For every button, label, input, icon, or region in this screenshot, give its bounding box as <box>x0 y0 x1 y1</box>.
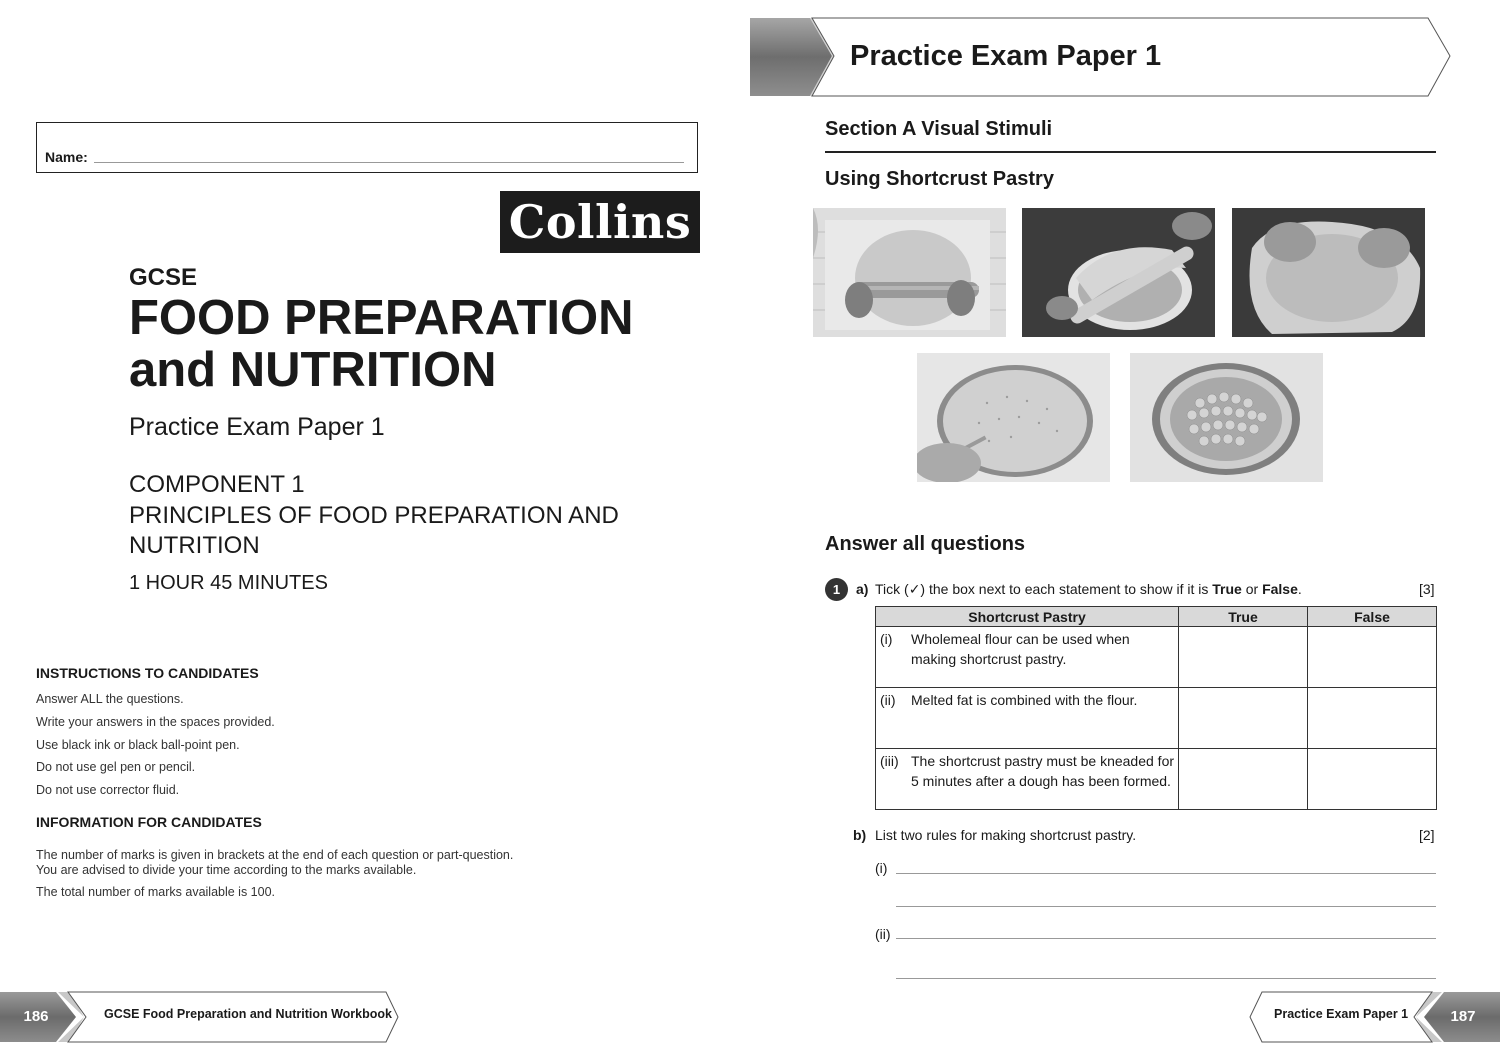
false-tick-box[interactable] <box>1308 627 1437 688</box>
level-label: GCSE <box>129 264 198 291</box>
true-tick-box[interactable] <box>1179 627 1308 688</box>
information-total: The total number of marks available is 100. <box>36 885 276 899</box>
instructions-list <box>36 692 275 806</box>
photo-lifting-pastry <box>1022 208 1215 337</box>
component-line-1: COMPONENT 1 <box>129 471 305 498</box>
part-b-label: b) <box>853 827 867 843</box>
stimulus-title: Using Shortcrust Pastry <box>825 168 1054 190</box>
section-title: Section A Visual Stimuli <box>825 118 1053 140</box>
book-title-line-1: FOOD PREPARATION <box>129 291 634 345</box>
name-field[interactable] <box>94 162 684 163</box>
part-a-period: . <box>1297 581 1302 597</box>
answer-label-ii: (ii) <box>875 926 891 942</box>
statement-number: (i) <box>880 631 893 647</box>
statement-text: Wholemeal flour can be used when making shortcrust pastry. <box>911 631 1130 667</box>
footer-book-title: GCSE Food Preparation and Nutrition Workbook <box>104 1007 392 1021</box>
true-tick-box[interactable] <box>1179 688 1308 749</box>
answer-all-heading: Answer all questions <box>825 533 1026 555</box>
statement-cell <box>876 749 1179 810</box>
information-paragraph <box>36 848 556 878</box>
section-divider <box>825 151 1436 153</box>
name-box <box>36 122 698 173</box>
statement-text: Melted fat is combined with the flour. <box>911 692 1138 708</box>
part-a-text: Tick (✓) the box next to each statement to show if it is <box>875 581 1213 597</box>
component-line-2: PRINCIPLES OF FOOD PREPARATION AND <box>129 501 619 529</box>
answer-line[interactable] <box>896 873 1436 874</box>
answer-line[interactable] <box>896 906 1436 907</box>
part-a-marks: [3] <box>1419 581 1435 597</box>
photo-lining-tin <box>1232 208 1425 337</box>
false-word: False <box>1262 581 1298 597</box>
paper-subtitle: Practice Exam Paper 1 <box>129 413 385 441</box>
photo-baking-beans <box>1130 353 1323 482</box>
table-row <box>876 749 1437 810</box>
statement-number: (iii) <box>880 753 899 769</box>
information-heading: INFORMATION FOR CANDIDATES <box>36 814 262 830</box>
statement-number: (ii) <box>880 692 896 708</box>
table-header-row <box>876 607 1437 627</box>
instruction-item: Answer ALL the questions. <box>36 692 184 706</box>
exam-duration: 1 HOUR 45 MINUTES <box>129 572 328 594</box>
part-a-label: a) <box>856 581 869 597</box>
false-tick-box[interactable] <box>1308 749 1437 810</box>
part-a-question <box>875 581 1302 598</box>
answer-line[interactable] <box>896 938 1436 939</box>
instructions-heading: INSTRUCTIONS TO CANDIDATES <box>36 665 259 681</box>
statement-cell <box>876 627 1179 688</box>
column-header-false: False <box>1308 607 1437 627</box>
statement-cell <box>876 688 1179 749</box>
page-number-right: 187 <box>1450 1008 1476 1025</box>
instruction-item: Do not use gel pen or pencil. <box>36 760 196 775</box>
answer-label-i: (i) <box>875 860 888 876</box>
true-tick-box[interactable] <box>1179 749 1308 810</box>
component-line-3: NUTRITION <box>129 532 260 559</box>
photo-rolling-pastry <box>813 208 1006 337</box>
photo-pricking-base <box>917 353 1110 482</box>
true-false-table <box>875 606 1437 810</box>
information-line: The number of marks is given in brackets at the end of each question or part-question. <box>36 848 514 862</box>
component-heading <box>129 470 619 562</box>
book-title-line-2: and NUTRITION <box>129 343 497 397</box>
collins-logo: Collins <box>500 191 700 253</box>
or-word: or <box>1241 581 1263 597</box>
statement-text: The shortcrust pastry must be kneaded for 5 minutes after a dough has been formed. <box>911 753 1175 789</box>
information-line: You are advised to divide your time according to the marks available. <box>36 863 417 877</box>
footer-paper-title: Practice Exam Paper 1 <box>1274 1007 1409 1021</box>
table-row <box>876 688 1437 749</box>
part-b-question: List two rules for making shortcrust pastry. <box>875 827 1137 843</box>
table-row <box>876 627 1437 688</box>
name-label: Name: <box>45 149 88 165</box>
instruction-item: Use black ink or black ball-point pen. <box>36 737 240 752</box>
true-word: True <box>1212 581 1242 597</box>
instruction-item: Write your answers in the spaces provided. <box>36 714 275 729</box>
false-tick-box[interactable] <box>1308 688 1437 749</box>
page-number-left: 186 <box>23 1008 49 1025</box>
question-number-badge: 1 <box>825 578 848 601</box>
instruction-item: Do not use corrector fluid. <box>36 783 180 798</box>
page-header-title: Practice Exam Paper 1 <box>850 40 1162 72</box>
answer-line[interactable] <box>896 978 1436 979</box>
column-header-true: True <box>1179 607 1308 627</box>
book-title <box>129 292 634 396</box>
column-header-statement: Shortcrust Pastry <box>876 607 1179 627</box>
part-b-marks: [2] <box>1419 827 1435 843</box>
